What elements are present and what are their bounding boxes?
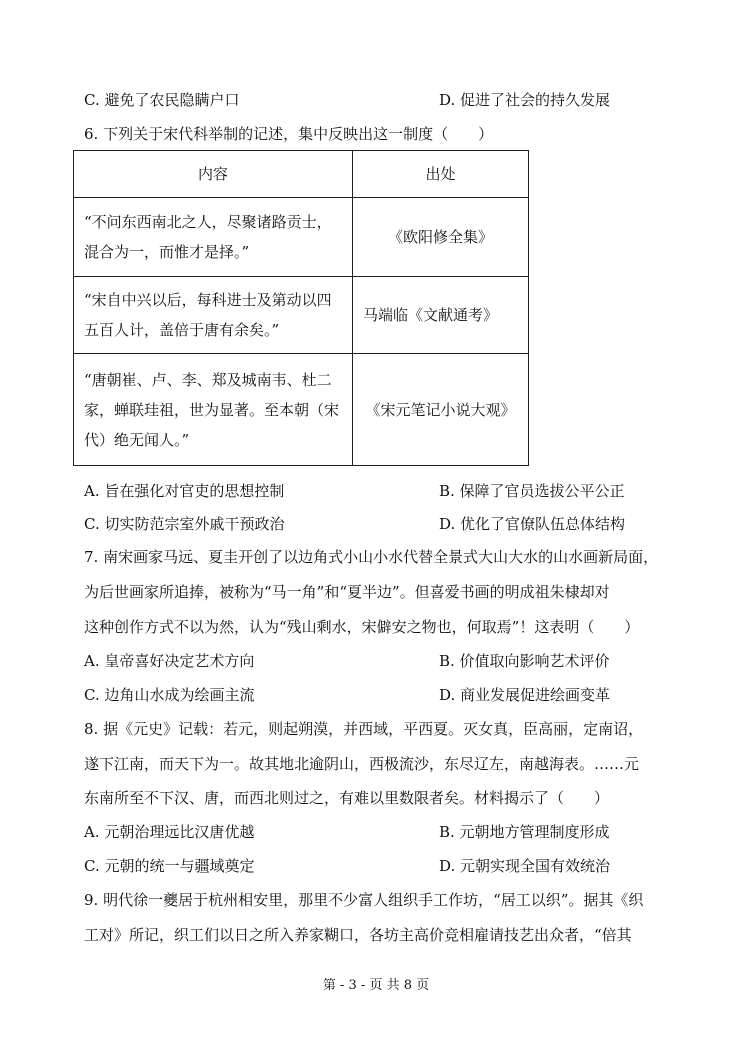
- q7-option-d: D. 商业发展促进绘画变革: [439, 686, 611, 704]
- q6-table: [73, 150, 529, 466]
- q7-options-row-cd: [84, 685, 684, 705]
- table-row: [74, 277, 529, 354]
- q6-options-row-ab: [84, 481, 684, 501]
- q8-option-c: C. 元朝的统一与疆域奠定: [84, 857, 255, 875]
- q8-option-a: A. 元朝治理远比汉唐优越: [84, 823, 255, 841]
- q7-options-row-ab: [84, 651, 684, 671]
- q6-stem: 6. 下列关于宋代科举制的记述，集中反映出这一制度（ ）: [84, 125, 494, 143]
- q6-row3-content-line3: 代）绝无闻人。”: [84, 430, 190, 449]
- q6-options-row-cd: [84, 514, 684, 534]
- q6-option-a: A. 旨在强化对官吏的思想控制: [84, 482, 285, 500]
- q7-option-a: A. 皇帝喜好决定艺术方向: [84, 652, 255, 670]
- q7-stem-line1: 7. 南宋画家马远、夏圭开创了以边角式小山小水代替全景式大山大水的山水画新局面，: [84, 548, 659, 566]
- q8-stem-line2: 遂下江南，而天下为一。故其地北逾阴山，西极流沙，东尽辽左，南越海表。……元: [84, 755, 640, 773]
- q8-options-row-cd: [84, 856, 684, 876]
- table-row: [74, 198, 529, 277]
- q6-row2-content: [74, 277, 353, 354]
- q6-row3-content-line2: 家，蝉联珪祖，世为显著。至本朝（宋: [84, 400, 340, 419]
- q6-row3-content: [74, 354, 353, 466]
- q7-stem-line3: 这种创作方式不以为然，认为“残山剩水，宋僻安之物也，何取焉”！这表明（ ）: [84, 618, 640, 636]
- q8-stem-line3: 东南所至不下汉、唐，而西北则过之，有难以里数限者矣。材料揭示了（ ）: [84, 789, 610, 807]
- q8-stem-line1: 8. 据《元史》记载：若元，则起朔漠，并西域，平西夏。灭女真，臣高丽，定南诏，: [84, 720, 644, 738]
- q6-row1-content: [74, 198, 353, 277]
- table-row: [74, 354, 529, 466]
- q8-option-d: D. 元朝实现全国有效统治: [439, 857, 611, 875]
- q5-option-c: C. 避免了农民隐瞒户口: [84, 91, 240, 109]
- q5-option-d: D. 促进了社会的持久发展: [439, 91, 611, 109]
- q6-row1-content-line2: 混合为一，而惟才是择。”: [84, 243, 250, 261]
- q6-row2-content-line2: 五百人计，盖倍于唐有余矣。”: [84, 321, 280, 339]
- page-footer: 第 - 3 - 页 共 8 页: [322, 978, 430, 993]
- q5-options-row-cd: [84, 90, 684, 110]
- q7-stem-line2: 为后世画家所追捧，被称为“马一角”和“夏半边”。但喜爱书画的明成祖朱棣却对: [84, 583, 610, 601]
- q9-stem-line1: 9. 明代徐一夔居于杭州相安里，那里不少富人组织手工作坊，“居工以织”。据其《织: [84, 891, 644, 909]
- q6-row1-content-line1: “不问东西南北之人，尽聚诸路贡士，: [84, 213, 332, 231]
- q6-option-c: C. 切实防范宗室外戚干预政治: [84, 515, 285, 533]
- q6-row3-source: 《宋元笔记小说大观》: [353, 354, 529, 466]
- q9-stem-line2: 工对》所记，织工们以日之所入养家糊口，各坊主高价竞相雇请技艺出众者，“倍其: [84, 926, 632, 944]
- q6-row2-source: 马端临《文献通考》: [353, 277, 529, 354]
- q6-option-d: D. 优化了官僚队伍总体结构: [439, 515, 626, 533]
- q6-option-b: B. 保障了官员选拔公平公正: [439, 482, 625, 500]
- q8-options-row-ab: [84, 822, 684, 842]
- q7-option-b: B. 价值取向影响艺术评价: [439, 652, 610, 670]
- q7-option-c: C. 边角山水成为绘画主流: [84, 686, 255, 704]
- q6-table-header-content: 内容: [74, 151, 353, 198]
- q6-row2-content-line1: “宋自中兴以后，每科进士及第动以四: [84, 291, 332, 309]
- q6-row3-content-line1: “唐朝崔、卢、李、郑及城南韦、杜二: [84, 370, 332, 389]
- q6-row1-source: 《欧阳修全集》: [353, 198, 529, 277]
- q8-option-b: B. 元朝地方管理制度形成: [439, 823, 610, 841]
- q6-table-header-source: 出处: [353, 151, 529, 198]
